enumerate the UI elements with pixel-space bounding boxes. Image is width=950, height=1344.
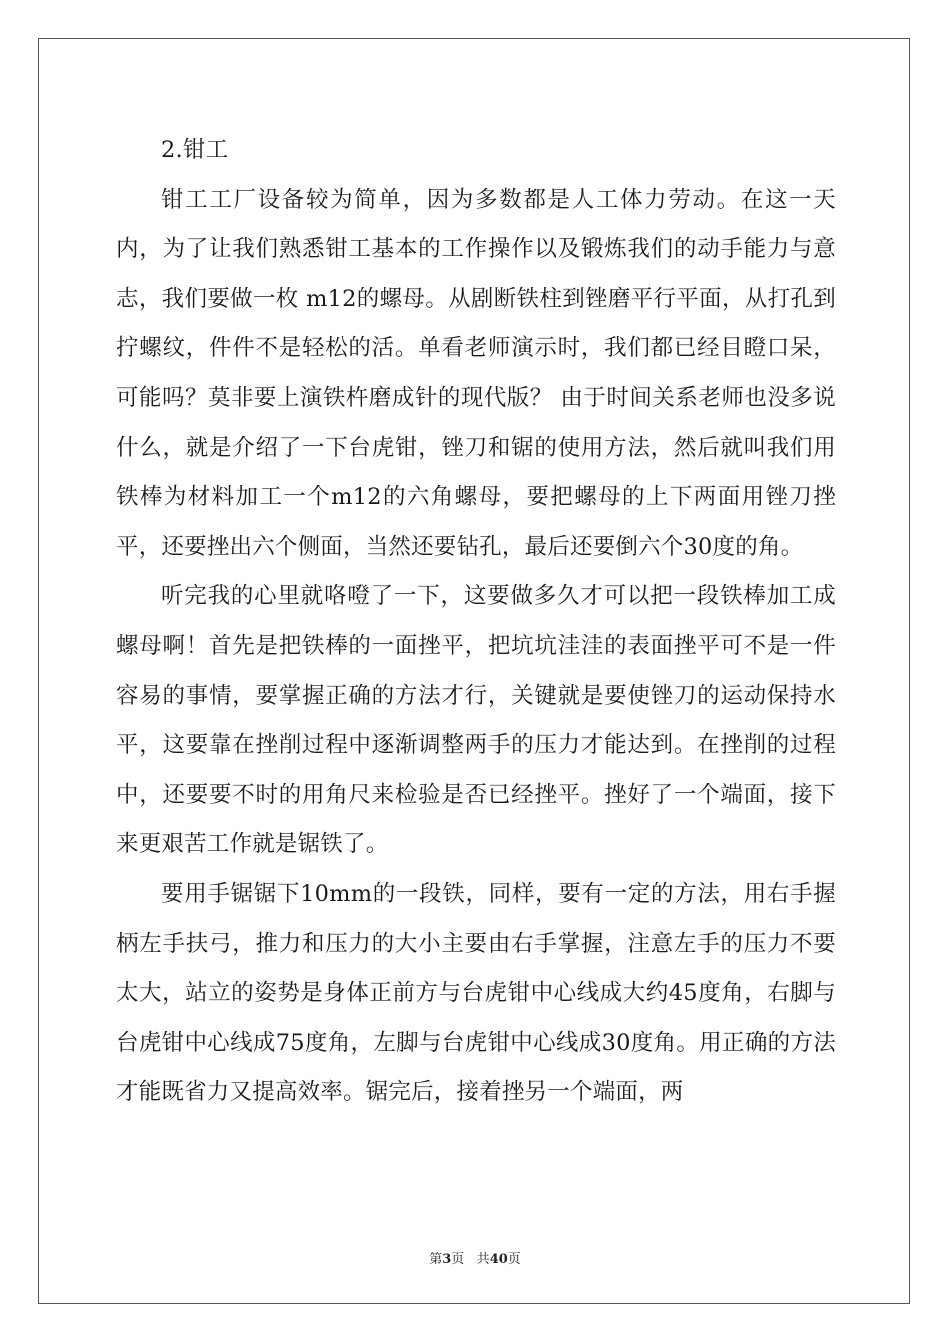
document-body (116, 126, 836, 1118)
paragraph: 钳工工厂设备较为简单，因为多数都是人工体力劳动。在这一天内，为了让我们熟悉钳工基本的工作操作以及锻炼我们的动手能力与意志，我们要做一枚 m12的螺母。从剧断铁柱到锉磨平行平面，从打孔到拧螺纹，件件不是轻松的活。单看老师演示时，我们都已经目瞪口呆，可能吗？莫非要上演铁杵磨成针的现代版？ 由于时间关系老师也没多说什么，就是介绍了一下台虎钳，锉刀和锯的使用方法，然后就叫我们用铁棒为材料加工一个m12的六角螺母，要把螺母的上下两面用锉刀挫平，还要挫出六个侧面，当然还要钻孔，最后还要倒六个30度的角。 (116, 186, 836, 560)
footer-total-suffix: 页 (507, 1252, 521, 1267)
footer-prefix: 第 (429, 1252, 443, 1267)
total-page-count: 40 (489, 1252, 508, 1267)
section-heading: 2.钳工 (161, 137, 229, 163)
paragraph: 听完我的心里就咯噔了一下，这要做多久才可以把一段铁棒加工成螺母啊！首先是把铁棒的一面挫平，把坑坑洼洼的表面挫平可不是一件容易的事情，要掌握正确的方法才行，关键就是要使锉刀的运动保持水平，这要靠在挫削过程中逐渐调整两手的压力才能达到。在挫削的过程中，还要要不时的用角尺来检验是否已经挫平。挫好了一个端面，接下来更艰苦工作就是锯铁了。 (116, 583, 836, 858)
footer-total-prefix: 共 (476, 1252, 490, 1267)
paragraph: 要用手锯锯下10mm的一段铁，同样，要有一定的方法，用右手握柄左手扶弓，推力和压力的大小主要由右手掌握，注意左手的压力不要太大，站立的姿势是身体正前方与台虎钳中心线成大约45度角，右脚与台虎钳中心线成75度角，左脚与台虎钳中心线成30度角。用正确的方法才能既省力又提高效率。锯完后，接着挫另一个端面，两 (116, 880, 836, 1106)
page-footer (0, 1248, 950, 1267)
current-page-number: 3 (442, 1252, 452, 1267)
footer-page-suffix: 页 (451, 1252, 465, 1267)
